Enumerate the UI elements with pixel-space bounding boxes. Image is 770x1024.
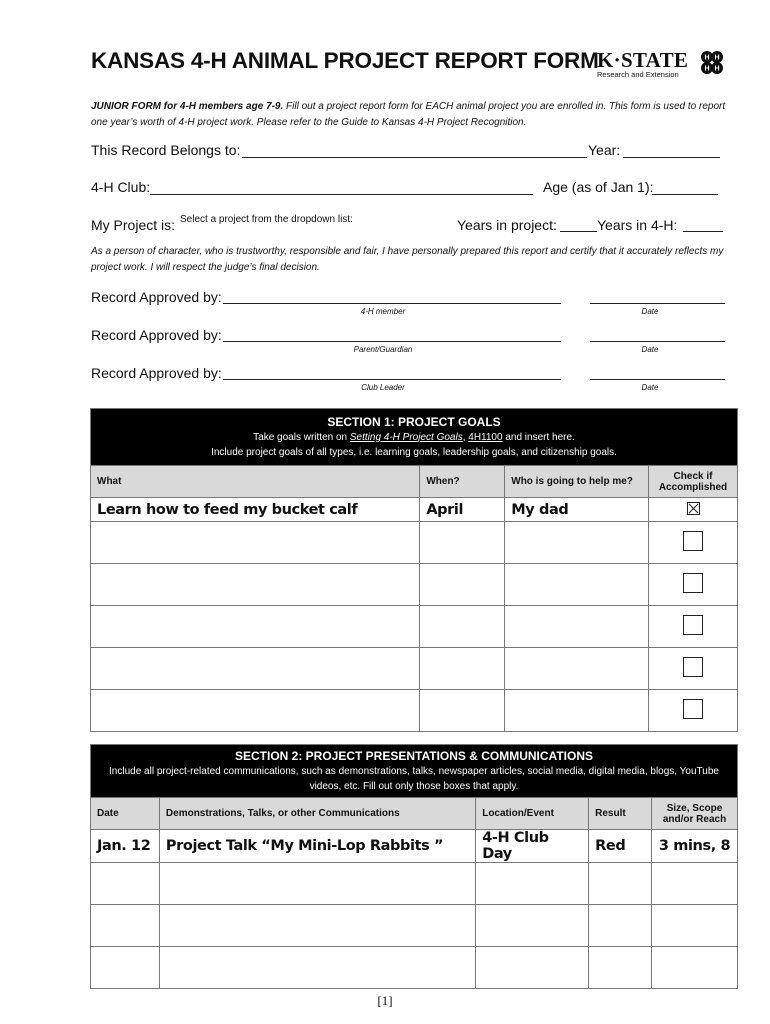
- section1-sub-mid: ,: [462, 431, 469, 443]
- goal-who[interactable]: [505, 606, 649, 648]
- comm-date[interactable]: [91, 905, 160, 947]
- goal-when[interactable]: [420, 564, 505, 606]
- goal-check-cell: [649, 648, 738, 690]
- goal-when[interactable]: [420, 522, 505, 564]
- goal-when[interactable]: [420, 690, 505, 732]
- goal-what[interactable]: [91, 606, 420, 648]
- checkbox[interactable]: [683, 531, 703, 551]
- comm-description[interactable]: [159, 905, 475, 947]
- col-location: Location/Event: [476, 798, 589, 830]
- approval-label: Record Approved by:: [91, 365, 222, 381]
- goal-who[interactable]: My dad: [505, 498, 649, 522]
- col-communications: Demonstrations, Talks, or other Communications: [159, 798, 475, 830]
- comm-location[interactable]: [476, 863, 589, 905]
- section1-subtitle: [91, 430, 737, 445]
- years-project-label: Years in project:: [457, 217, 557, 233]
- comm-location[interactable]: [476, 947, 589, 989]
- section1-sub-post: and insert here.: [502, 431, 575, 443]
- col-check: Check if Accomplished: [649, 466, 738, 498]
- page-number: [1]: [377, 993, 393, 1008]
- goal-who[interactable]: [505, 522, 649, 564]
- section2-header: [91, 745, 738, 798]
- table-row: [91, 690, 738, 732]
- approval-signature-line[interactable]: [223, 379, 561, 380]
- col-result: Result: [589, 798, 652, 830]
- svg-text:H: H: [714, 65, 720, 73]
- goal-what[interactable]: [91, 648, 420, 690]
- comm-size[interactable]: 3 mins, 8: [652, 830, 738, 863]
- goal-what[interactable]: [91, 564, 420, 606]
- goal-who[interactable]: [505, 690, 649, 732]
- col-size: Size, Scope and/or Reach: [652, 798, 738, 830]
- approval-signature-line[interactable]: [223, 303, 561, 304]
- table-row: [91, 947, 738, 989]
- years-4h-field[interactable]: [683, 231, 723, 232]
- comm-result[interactable]: Red: [589, 830, 652, 863]
- goal-when[interactable]: [420, 648, 505, 690]
- svg-text:H: H: [704, 54, 710, 62]
- section2-subtitle: Include all project-related communications, such as demonstrations, talks, newspaper articles, social media, digital media, blogs, YouTube videos, etc. Fill out only those boxes that apply.: [109, 765, 719, 792]
- page-title: KANSAS 4-H ANIMAL PROJECT REPORT FORM: [91, 48, 599, 73]
- col-who: Who is going to help me?: [505, 466, 649, 498]
- club-label: 4-H Club:: [91, 179, 151, 195]
- comm-date[interactable]: [91, 863, 160, 905]
- approval-date-label: Date: [641, 383, 659, 392]
- approval-role: 4-H member: [360, 307, 406, 316]
- svg-text:H: H: [704, 65, 710, 73]
- age-field[interactable]: [652, 194, 718, 195]
- goal-what[interactable]: Learn how to feed my bucket calf: [91, 498, 420, 522]
- goal-who[interactable]: [505, 648, 649, 690]
- goal-check-cell: [649, 564, 738, 606]
- goal-check-cell: [649, 522, 738, 564]
- approval-date-label: Date: [641, 345, 659, 354]
- years-project-field[interactable]: [560, 231, 597, 232]
- comm-description[interactable]: [159, 947, 475, 989]
- section2-table: [90, 744, 738, 989]
- approval-date-line[interactable]: [590, 303, 725, 304]
- club-field[interactable]: [150, 194, 533, 195]
- goal-what[interactable]: [91, 690, 420, 732]
- checkbox[interactable]: [683, 699, 703, 719]
- comm-result[interactable]: [589, 863, 652, 905]
- goal-when[interactable]: [420, 606, 505, 648]
- section1-subtitle-2: Include project goals of all types, i.e. learning goals, leadership goals, and citizenship goals.: [211, 446, 617, 458]
- intro-body: Fill out a project report form for EACH animal project you are enrolled in. This form is used to report one year’s worth of 4-H project work. Please refer to the Guide to Kansas 4-H Project Recognition.: [91, 101, 726, 128]
- intro-text: [91, 99, 731, 131]
- 4h-clover-icon: [697, 48, 727, 78]
- section1-title: SECTION 1: PROJECT GOALS: [327, 414, 501, 429]
- approval-date-label: Date: [641, 307, 659, 316]
- approval-date-line[interactable]: [590, 341, 725, 342]
- approval-label: Record Approved by:: [91, 289, 222, 305]
- table-row: [91, 863, 738, 905]
- approval-signature-line[interactable]: [223, 341, 561, 342]
- logo-sub-text: Research and Extension: [597, 70, 679, 79]
- goal-who[interactable]: [505, 564, 649, 606]
- approval-role: Club Leader: [361, 383, 405, 392]
- goal-check-cell: [649, 606, 738, 648]
- table-row: [91, 905, 738, 947]
- approval-label: Record Approved by:: [91, 327, 222, 343]
- comm-size[interactable]: [652, 947, 738, 989]
- comm-result[interactable]: [589, 947, 652, 989]
- year-label: Year:: [588, 142, 621, 158]
- comm-result[interactable]: [589, 905, 652, 947]
- belongs-label: This Record Belongs to:: [91, 142, 241, 158]
- checkbox[interactable]: [683, 615, 703, 635]
- goal-check-cell: [649, 690, 738, 732]
- col-date: Date: [91, 798, 160, 830]
- comm-date[interactable]: [91, 947, 160, 989]
- goal-when[interactable]: April: [420, 498, 505, 522]
- table-row: [91, 564, 738, 606]
- certification-text: As a person of character, who is trustworthy, responsible and fair, I have personally prepared this report and certify that it accurately reflects my project work. I will respect the judge’s final decision.: [91, 246, 724, 273]
- section1-table: [90, 408, 738, 732]
- svg-text:H: H: [714, 54, 720, 62]
- intro-bold: JUNIOR FORM for 4-H members age 7-9.: [91, 101, 284, 112]
- age-label: Age (as of Jan 1):: [543, 179, 654, 195]
- table-row: [91, 606, 738, 648]
- comm-size[interactable]: [652, 863, 738, 905]
- table-row: [91, 648, 738, 690]
- section1-code-link[interactable]: 4H1100: [468, 431, 503, 443]
- col-when: When?: [420, 466, 505, 498]
- setting-goals-link[interactable]: Setting 4-H Project Goals: [349, 431, 463, 443]
- goal-what[interactable]: [91, 522, 420, 564]
- logo-main-text: K·STATE: [597, 48, 689, 72]
- table-row: [91, 522, 738, 564]
- checked-checkbox[interactable]: [687, 502, 700, 515]
- comm-size[interactable]: [652, 905, 738, 947]
- comm-date[interactable]: Jan. 12: [91, 830, 160, 863]
- table-row: [91, 830, 738, 863]
- year-field[interactable]: [623, 157, 720, 158]
- project-dropdown[interactable]: Select a project from the dropdown list:: [180, 214, 353, 225]
- checkbox[interactable]: [683, 657, 703, 677]
- col-what: What: [91, 466, 420, 498]
- goal-check-cell: [649, 498, 738, 522]
- belongs-field[interactable]: [242, 157, 587, 158]
- comm-description[interactable]: Project Talk “My Mini-Lop Rabbits ”: [159, 830, 475, 863]
- kstate-logo: [597, 50, 693, 79]
- years-4h-label: Years in 4-H:: [597, 217, 678, 233]
- comm-description[interactable]: [159, 863, 475, 905]
- approval-role: Parent/Guardian: [353, 345, 413, 354]
- checkbox[interactable]: [683, 573, 703, 593]
- project-label: My Project is:: [91, 217, 176, 233]
- comm-location[interactable]: [476, 905, 589, 947]
- section1-sub-pre: Take goals written on: [253, 431, 350, 443]
- table-row: [91, 498, 738, 522]
- approval-date-line[interactable]: [590, 379, 725, 380]
- section1-header: [91, 409, 738, 466]
- comm-location[interactable]: 4-H Club Day: [476, 830, 589, 863]
- section2-title: SECTION 2: PROJECT PRESENTATIONS & COMMUNICATIONS: [234, 748, 594, 763]
